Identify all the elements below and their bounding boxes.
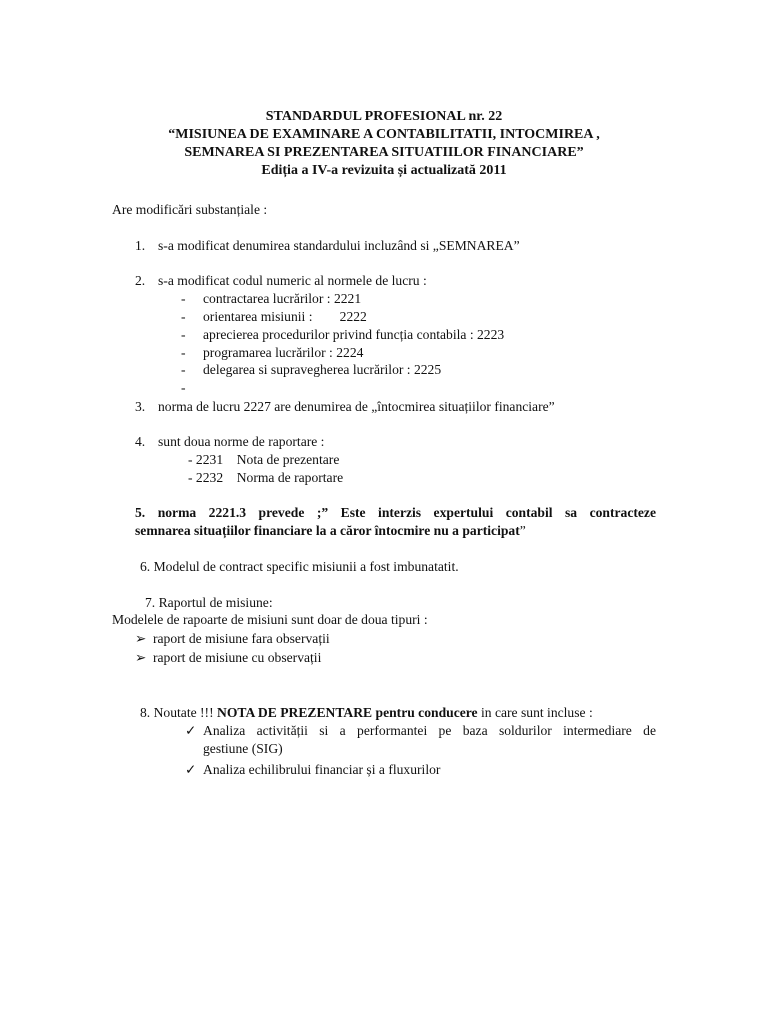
dash-bullet: - [181, 362, 186, 377]
item-7-heading: 7. Raportul de misiune: [145, 595, 273, 610]
doc-title-line-1: STANDARDUL PROFESIONAL nr. 22 [265, 109, 503, 124]
item-8-suffix: in care sunt incluse : [477, 705, 593, 720]
item-8-bold-title: NOTA DE PREZENTARE [217, 705, 373, 720]
item-6-text: 6. Modelul de contract specific misiunii a fost imbunatatit. [140, 559, 459, 574]
arrow-bullet-icon: ➢ [135, 650, 147, 665]
item-8-prefix: 8. Noutate !!! [140, 705, 218, 720]
item-3-number: 3. [135, 399, 146, 414]
intro-text: Are modificări substanțiale : [112, 202, 268, 217]
dash-bullet: - [181, 309, 186, 324]
item-4-subitem: - 2231 Nota de prezentare [188, 452, 340, 467]
item-2-subitem: contractarea lucrărilor : 2221 [203, 291, 362, 306]
item-2-subitem: orientarea misiunii : 2222 [203, 309, 367, 324]
checkmark-icon: ✓ [185, 762, 197, 777]
dash-bullet: - [181, 380, 186, 395]
item-2-subitem: programarea lucrărilor : 2224 [203, 345, 364, 360]
item-7-bullet: raport de misiune fara observații [153, 631, 330, 646]
item-2-text: s-a modificat codul numeric al normele de lucru : [158, 273, 427, 288]
item-7-bullet: raport de misiune cu observații [153, 650, 322, 665]
item-5-line-1: norma 2221.3 prevede ;” Este interzis expertului contabil sa contracteze [157, 505, 656, 520]
item-4-number: 4. [135, 434, 146, 449]
dash-bullet: - [181, 291, 186, 306]
item-2-number: 2. [135, 273, 146, 288]
item-8-bold-sub: pentru conducere [372, 705, 478, 720]
doc-title-line-2: “MISIUNEA DE EXAMINARE A CONTABILITATII, INTOCMIREA , [168, 127, 600, 142]
doc-edition-line: Ediția a IV-a revizuita și actualizată 2011 [261, 163, 507, 178]
item-8-bullet-2: Analiza echilibrului financiar și a fluxurilor [203, 762, 441, 777]
item-3-text: norma de lucru 2227 are denumirea de „întocmirea situațiilor financiare” [158, 399, 555, 414]
item-1-number: 1. [135, 238, 146, 253]
item-2-subitem: aprecierea procedurilor privind funcția contabila : 2223 [203, 327, 505, 342]
item-8-bullet-1-line-1: Analiza activității si a performantei pe baza soldurilor intermediare de [203, 723, 656, 738]
checkmark-icon: ✓ [185, 723, 197, 738]
item-8-bullet-1-line-2: gestiune (SIG) [203, 741, 283, 756]
dash-bullet: - [181, 345, 186, 360]
item-2-subitem: delegarea si supravegherea lucrărilor : 2225 [203, 362, 442, 377]
item-5-number: 5. [135, 505, 146, 520]
item-4-text: sunt doua norme de raportare : [158, 434, 325, 449]
item-5-line-2-tail: ” [519, 523, 526, 538]
dash-bullet: - [181, 327, 186, 342]
item-5-line-2: semnarea situațiilor financiare la a căror întocmire nu a participat [135, 523, 520, 538]
item-7-text: Modelele de rapoarte de misiuni sunt doar de doua tipuri : [112, 612, 428, 627]
item-4-subitem: - 2232 Norma de raportare [188, 470, 344, 485]
item-1-text: s-a modificat denumirea standardului incluzând si „SEMNAREA” [158, 238, 520, 253]
arrow-bullet-icon: ➢ [135, 631, 147, 646]
doc-title-line-3: SEMNAREA SI PREZENTAREA SITUATIILOR FINANCIARE” [184, 145, 584, 160]
